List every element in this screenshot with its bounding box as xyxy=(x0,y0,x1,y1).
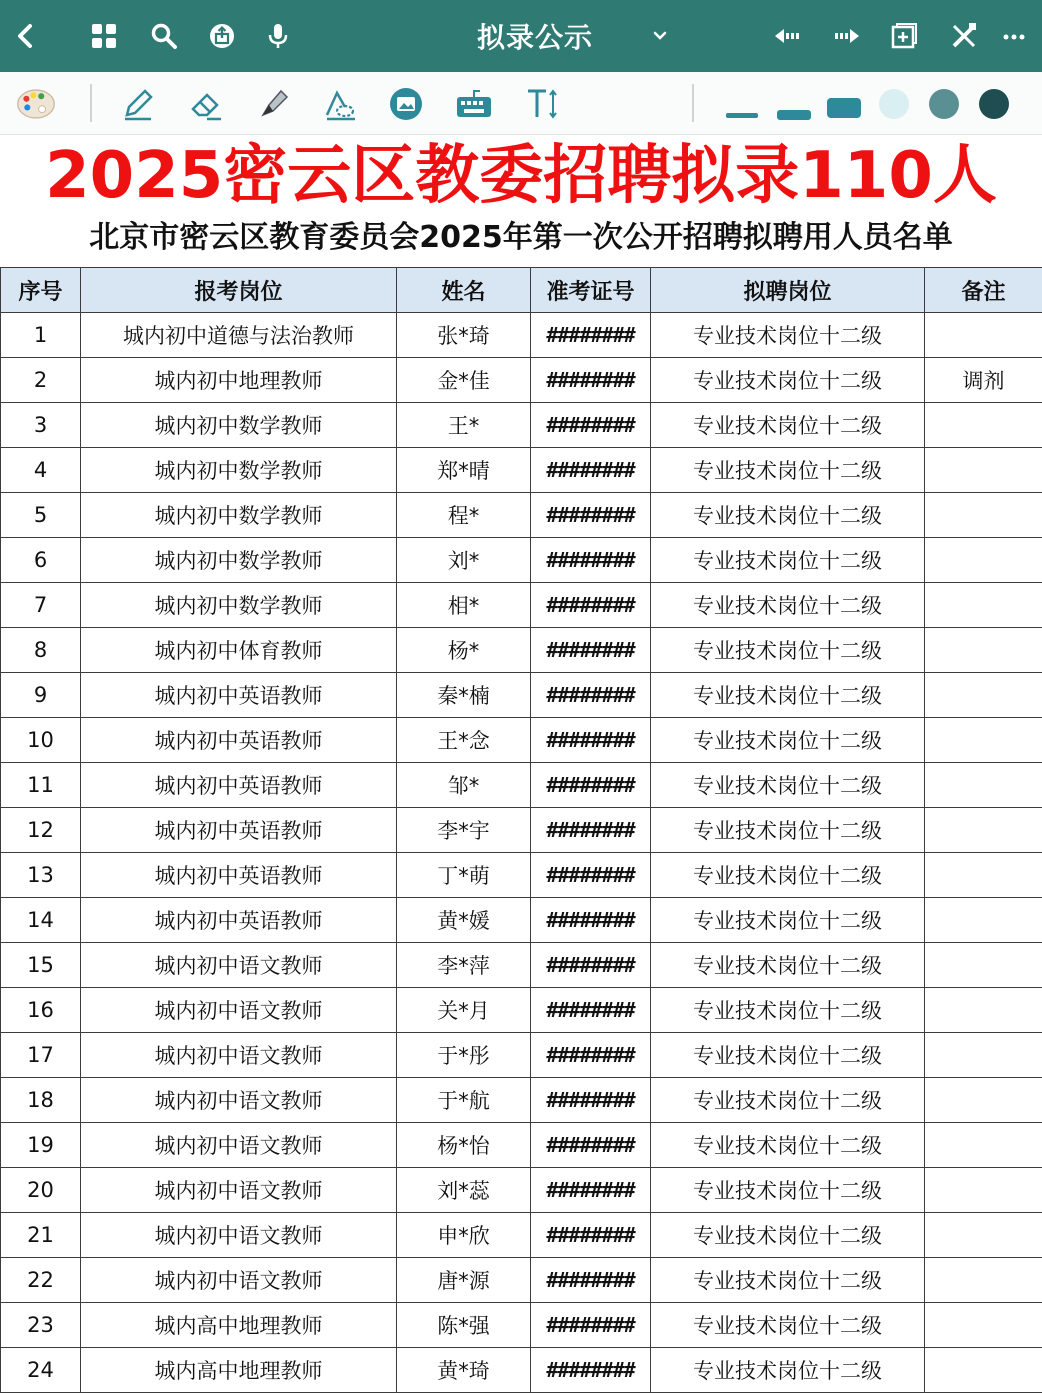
col-header-hire-position: 拟聘岗位 xyxy=(651,268,925,313)
cell-applied-position: 城内初中语文教师 xyxy=(81,1033,397,1078)
table-row xyxy=(1,313,1042,358)
cell-applied-position: 城内初中英语教师 xyxy=(81,673,397,718)
cell-name: 刘* xyxy=(397,538,531,583)
cell-applied-position: 城内初中英语教师 xyxy=(81,898,397,943)
cell-ticket-number: ######## xyxy=(531,628,651,673)
cell-hire-position: 专业技术岗位十二级 xyxy=(651,1123,925,1168)
cell-remarks xyxy=(925,1078,1042,1123)
table-row xyxy=(1,763,1042,808)
col-header-name: 姓名 xyxy=(397,268,531,313)
cell-remarks xyxy=(925,448,1042,493)
cell-applied-position: 城内初中数学教师 xyxy=(81,448,397,493)
col-header-remarks: 备注 xyxy=(925,268,1042,313)
cell-ticket-number: ######## xyxy=(531,898,651,943)
cell-index: 12 xyxy=(1,808,81,853)
cell-ticket-number: ######## xyxy=(531,1258,651,1303)
cell-hire-position: 专业技术岗位十二级 xyxy=(651,628,925,673)
cell-index: 19 xyxy=(1,1123,81,1168)
color-swatch-medium[interactable] xyxy=(924,84,964,124)
cell-name: 黄*琦 xyxy=(397,1348,531,1393)
cell-hire-position: 专业技术岗位十二级 xyxy=(651,358,925,403)
document-title[interactable]: 拟录公示 xyxy=(440,16,630,56)
tools-icon[interactable] xyxy=(946,18,982,54)
cell-remarks xyxy=(925,313,1042,358)
cell-ticket-number: ######## xyxy=(531,718,651,763)
cell-remarks: 调剂 xyxy=(925,358,1042,403)
cell-applied-position: 城内初中数学教师 xyxy=(81,403,397,448)
cell-remarks xyxy=(925,808,1042,853)
cell-ticket-number: ######## xyxy=(531,313,651,358)
cell-index: 11 xyxy=(1,763,81,808)
table-row xyxy=(1,448,1042,493)
cell-applied-position: 城内初中英语教师 xyxy=(81,853,397,898)
cell-name: 于*航 xyxy=(397,1078,531,1123)
color-swatch-dark[interactable] xyxy=(974,84,1014,124)
cell-index: 2 xyxy=(1,358,81,403)
cell-remarks xyxy=(925,943,1042,988)
cell-index: 21 xyxy=(1,1213,81,1258)
cell-ticket-number: ######## xyxy=(531,1303,651,1348)
cell-index: 6 xyxy=(1,538,81,583)
grid-icon[interactable] xyxy=(86,18,122,54)
table-row xyxy=(1,853,1042,898)
cell-index: 3 xyxy=(1,403,81,448)
cell-hire-position: 专业技术岗位十二级 xyxy=(651,1348,925,1393)
table-row xyxy=(1,1303,1042,1348)
cell-remarks xyxy=(925,988,1042,1033)
keyboard-icon[interactable] xyxy=(454,84,494,124)
cell-ticket-number: ######## xyxy=(531,1033,651,1078)
cell-ticket-number: ######## xyxy=(531,493,651,538)
cell-hire-position: 专业技术岗位十二级 xyxy=(651,1303,925,1348)
cell-applied-position: 城内初中英语教师 xyxy=(81,763,397,808)
table-row xyxy=(1,583,1042,628)
cell-applied-position: 城内初中地理教师 xyxy=(81,358,397,403)
cell-remarks xyxy=(925,538,1042,583)
cell-applied-position: 城内初中体育教师 xyxy=(81,628,397,673)
table-row xyxy=(1,943,1042,988)
table-row xyxy=(1,1213,1042,1258)
table-row xyxy=(1,1258,1042,1303)
table-row xyxy=(1,718,1042,763)
cell-name: 相* xyxy=(397,583,531,628)
cell-remarks xyxy=(925,1033,1042,1078)
col-header-index: 序号 xyxy=(1,268,81,313)
lasso-icon[interactable] xyxy=(320,84,360,124)
toolbar-divider xyxy=(692,84,694,122)
table-row xyxy=(1,673,1042,718)
cell-remarks xyxy=(925,763,1042,808)
cell-name: 杨* xyxy=(397,628,531,673)
cell-index: 13 xyxy=(1,853,81,898)
cell-remarks xyxy=(925,1168,1042,1213)
cell-remarks xyxy=(925,1258,1042,1303)
cell-applied-position: 城内高中地理教师 xyxy=(81,1348,397,1393)
cell-index: 23 xyxy=(1,1303,81,1348)
cell-remarks xyxy=(925,1123,1042,1168)
cell-applied-position: 城内初中语文教师 xyxy=(81,1123,397,1168)
cell-applied-position: 城内高中地理教师 xyxy=(81,1303,397,1348)
cell-ticket-number: ######## xyxy=(531,583,651,628)
cell-applied-position: 城内初中数学教师 xyxy=(81,538,397,583)
cell-remarks xyxy=(925,493,1042,538)
cell-hire-position: 专业技术岗位十二级 xyxy=(651,538,925,583)
cell-name: 李*宇 xyxy=(397,808,531,853)
cell-name: 申*欣 xyxy=(397,1213,531,1258)
mic-icon[interactable] xyxy=(260,18,296,54)
cell-hire-position: 专业技术岗位十二级 xyxy=(651,313,925,358)
cell-hire-position: 专业技术岗位十二级 xyxy=(651,1258,925,1303)
cell-ticket-number: ######## xyxy=(531,1123,651,1168)
cell-ticket-number: ######## xyxy=(531,1348,651,1393)
cell-remarks xyxy=(925,1213,1042,1258)
cell-name: 王*念 xyxy=(397,718,531,763)
cell-applied-position: 城内初中道德与法治教师 xyxy=(81,313,397,358)
cell-ticket-number: ######## xyxy=(531,853,651,898)
image-icon[interactable] xyxy=(386,84,426,124)
cell-hire-position: 专业技术岗位十二级 xyxy=(651,493,925,538)
table-row xyxy=(1,538,1042,583)
cell-name: 郑*晴 xyxy=(397,448,531,493)
cell-remarks xyxy=(925,673,1042,718)
back-icon[interactable] xyxy=(8,18,44,54)
cell-applied-position: 城内初中语文教师 xyxy=(81,1168,397,1213)
cell-name: 丁*萌 xyxy=(397,853,531,898)
cell-ticket-number: ######## xyxy=(531,403,651,448)
cell-remarks xyxy=(925,1348,1042,1393)
cell-applied-position: 城内初中语文教师 xyxy=(81,988,397,1033)
cell-hire-position: 专业技术岗位十二级 xyxy=(651,1168,925,1213)
cell-remarks xyxy=(925,583,1042,628)
cell-applied-position: 城内初中语文教师 xyxy=(81,1213,397,1258)
col-header-applied-position: 报考岗位 xyxy=(81,268,397,313)
cell-hire-position: 专业技术岗位十二级 xyxy=(651,943,925,988)
cell-ticket-number: ######## xyxy=(531,448,651,493)
share-icon[interactable] xyxy=(204,18,240,54)
cell-name: 程* xyxy=(397,493,531,538)
chevron-down-icon[interactable] xyxy=(642,18,678,54)
cell-index: 7 xyxy=(1,583,81,628)
headline: 2025密云区教委招聘拟录110人 xyxy=(0,138,1042,214)
table-row xyxy=(1,988,1042,1033)
cell-index: 4 xyxy=(1,448,81,493)
cell-remarks xyxy=(925,403,1042,448)
cell-name: 唐*源 xyxy=(397,1258,531,1303)
cell-remarks xyxy=(925,1303,1042,1348)
cell-remarks xyxy=(925,898,1042,943)
cell-ticket-number: ######## xyxy=(531,1213,651,1258)
cell-ticket-number: ######## xyxy=(531,943,651,988)
cell-hire-position: 专业技术岗位十二级 xyxy=(651,448,925,493)
cell-remarks xyxy=(925,628,1042,673)
cell-ticket-number: ######## xyxy=(531,1168,651,1213)
cell-applied-position: 城内初中数学教师 xyxy=(81,583,397,628)
cell-ticket-number: ######## xyxy=(531,538,651,583)
cell-applied-position: 城内初中数学教师 xyxy=(81,493,397,538)
table-row xyxy=(1,628,1042,673)
eraser-icon[interactable] xyxy=(186,84,226,124)
add-page-icon[interactable] xyxy=(886,18,922,54)
table-row xyxy=(1,1348,1042,1393)
palette-icon[interactable] xyxy=(16,84,56,124)
cell-name: 金*佳 xyxy=(397,358,531,403)
search-icon[interactable] xyxy=(146,18,182,54)
cell-index: 9 xyxy=(1,673,81,718)
cell-ticket-number: ######## xyxy=(531,1078,651,1123)
cell-name: 杨*怡 xyxy=(397,1123,531,1168)
color-swatch-light[interactable] xyxy=(874,84,914,124)
cell-name: 于*彤 xyxy=(397,1033,531,1078)
cell-name: 黄*媛 xyxy=(397,898,531,943)
highlighter-icon[interactable] xyxy=(254,84,294,124)
cell-index: 14 xyxy=(1,898,81,943)
table-row xyxy=(1,898,1042,943)
stroke-medium[interactable] xyxy=(774,84,814,124)
stroke-thin[interactable] xyxy=(722,84,762,124)
cell-ticket-number: ######## xyxy=(531,808,651,853)
cell-hire-position: 专业技术岗位十二级 xyxy=(651,763,925,808)
cell-name: 关*月 xyxy=(397,988,531,1033)
app-top-bar xyxy=(0,0,1042,72)
table-row xyxy=(1,1168,1042,1213)
table-row xyxy=(1,358,1042,403)
text-icon[interactable] xyxy=(522,84,562,124)
cell-hire-position: 专业技术岗位十二级 xyxy=(651,403,925,448)
cell-index: 22 xyxy=(1,1258,81,1303)
cell-hire-position: 专业技术岗位十二级 xyxy=(651,1033,925,1078)
cell-ticket-number: ######## xyxy=(531,988,651,1033)
cell-name: 王* xyxy=(397,403,531,448)
results-table xyxy=(0,267,1042,1393)
cell-hire-position: 专业技术岗位十二级 xyxy=(651,988,925,1033)
cell-index: 5 xyxy=(1,493,81,538)
undo-icon[interactable] xyxy=(770,18,806,54)
cell-name: 秦*楠 xyxy=(397,673,531,718)
cell-index: 17 xyxy=(1,1033,81,1078)
cell-hire-position: 专业技术岗位十二级 xyxy=(651,808,925,853)
table-row xyxy=(1,403,1042,448)
stroke-thick[interactable] xyxy=(824,84,864,124)
cell-applied-position: 城内初中语文教师 xyxy=(81,943,397,988)
more-icon[interactable] xyxy=(996,18,1032,54)
cell-hire-position: 专业技术岗位十二级 xyxy=(651,853,925,898)
cell-index: 16 xyxy=(1,988,81,1033)
cell-hire-position: 专业技术岗位十二级 xyxy=(651,1078,925,1123)
cell-name: 张*琦 xyxy=(397,313,531,358)
cell-hire-position: 专业技术岗位十二级 xyxy=(651,673,925,718)
cell-name: 陈*强 xyxy=(397,1303,531,1348)
cell-ticket-number: ######## xyxy=(531,358,651,403)
cell-index: 20 xyxy=(1,1168,81,1213)
table-row xyxy=(1,1033,1042,1078)
cell-hire-position: 专业技术岗位十二级 xyxy=(651,1213,925,1258)
table-row xyxy=(1,1078,1042,1123)
pen-icon[interactable] xyxy=(118,84,158,124)
cell-hire-position: 专业技术岗位十二级 xyxy=(651,718,925,763)
toolbar-divider xyxy=(90,84,92,122)
redo-icon[interactable] xyxy=(828,18,864,54)
cell-index: 1 xyxy=(1,313,81,358)
cell-name: 刘*蕊 xyxy=(397,1168,531,1213)
table-row xyxy=(1,493,1042,538)
cell-applied-position: 城内初中语文教师 xyxy=(81,1078,397,1123)
cell-hire-position: 专业技术岗位十二级 xyxy=(651,583,925,628)
cell-index: 15 xyxy=(1,943,81,988)
cell-index: 24 xyxy=(1,1348,81,1393)
cell-ticket-number: ######## xyxy=(531,673,651,718)
cell-name: 邹* xyxy=(397,763,531,808)
cell-applied-position: 城内初中英语教师 xyxy=(81,718,397,763)
table-row xyxy=(1,808,1042,853)
cell-ticket-number: ######## xyxy=(531,763,651,808)
cell-remarks xyxy=(925,853,1042,898)
cell-applied-position: 城内初中语文教师 xyxy=(81,1258,397,1303)
cell-index: 10 xyxy=(1,718,81,763)
cell-index: 8 xyxy=(1,628,81,673)
cell-index: 18 xyxy=(1,1078,81,1123)
table-header-row xyxy=(1,268,1042,313)
pen-toolbar xyxy=(0,72,1042,135)
col-header-ticket-number: 准考证号 xyxy=(531,268,651,313)
table-row xyxy=(1,1123,1042,1168)
cell-applied-position: 城内初中英语教师 xyxy=(81,808,397,853)
cell-remarks xyxy=(925,718,1042,763)
cell-name: 李*萍 xyxy=(397,943,531,988)
page-subtitle: 北京市密云区教育委员会2025年第一次公开招聘拟聘用人员名单 xyxy=(0,216,1042,260)
cell-hire-position: 专业技术岗位十二级 xyxy=(651,898,925,943)
